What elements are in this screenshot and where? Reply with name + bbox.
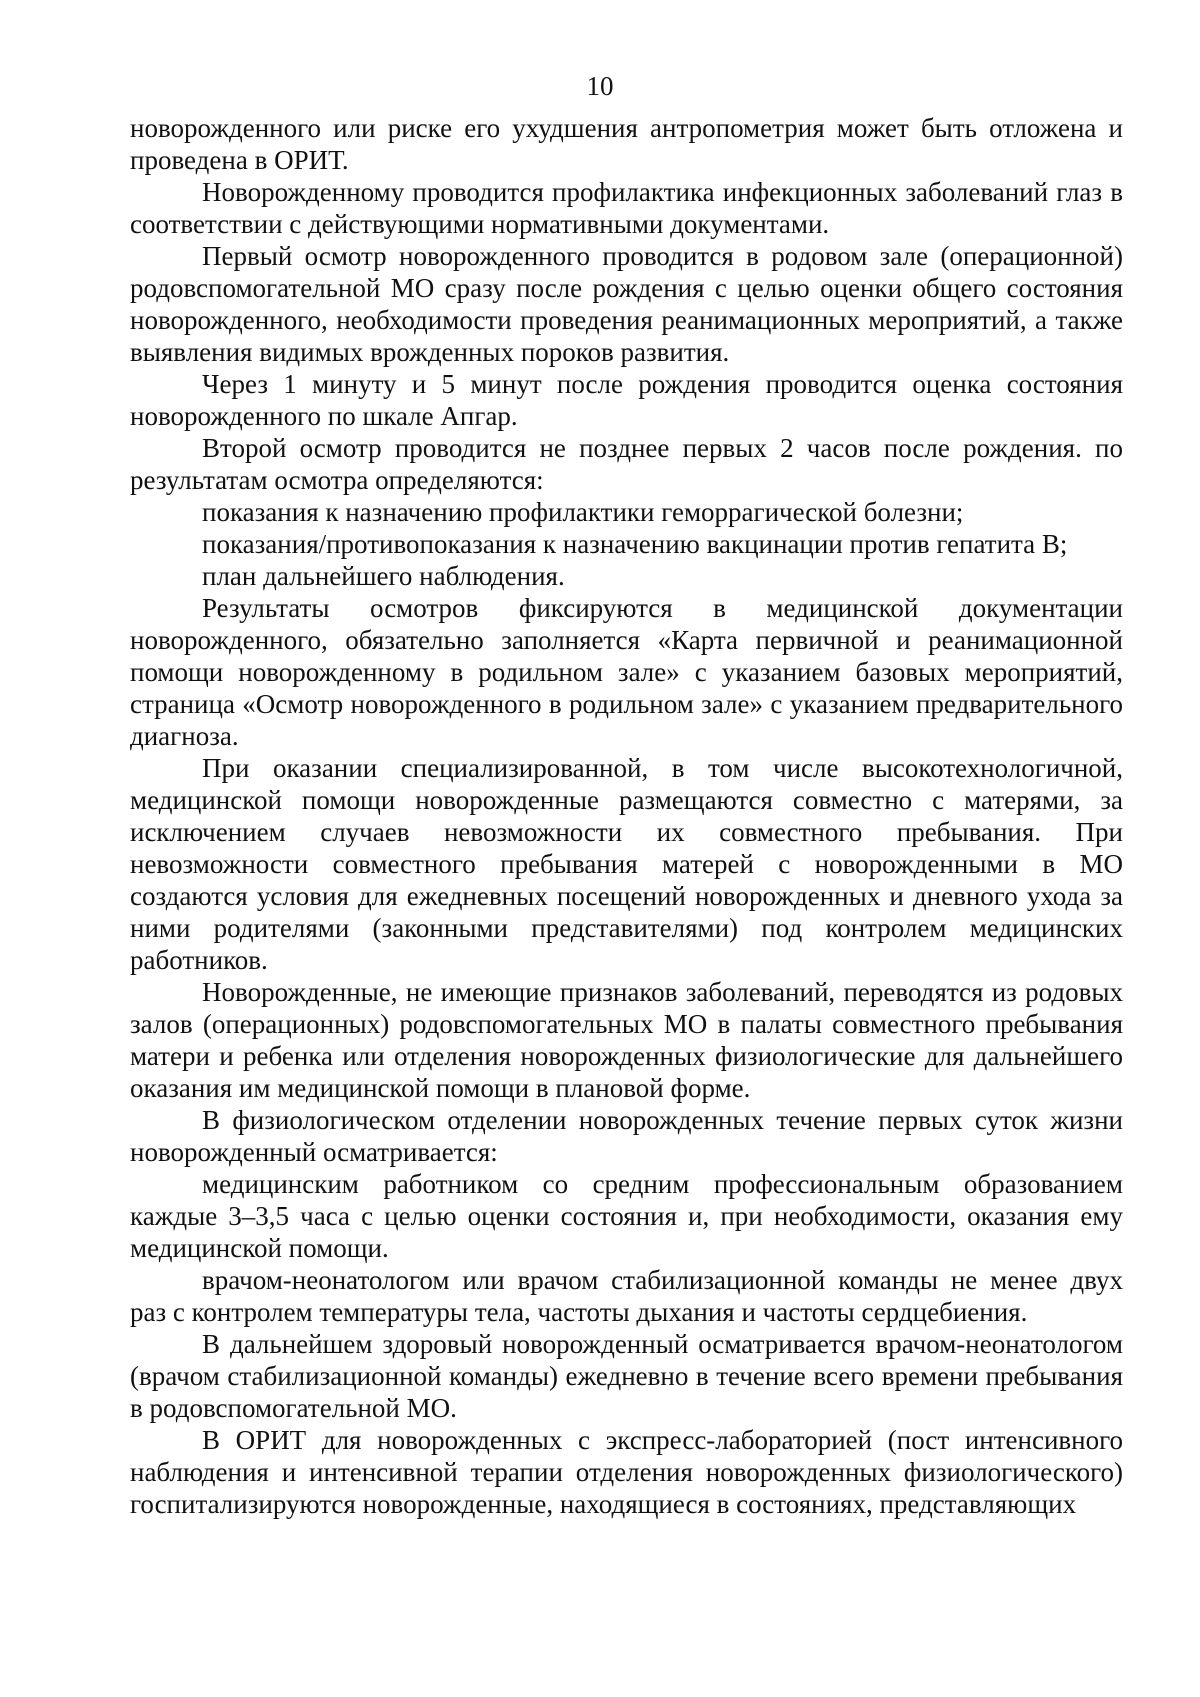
paragraph-first-day-observation: В физиологическом отделении новорожденных течение первых суток жизни новорожденный осматривается: (130, 1105, 1123, 1167)
paragraph-joint-stay: При оказании специализированной, в том числе высокотехнологичной, медицинской помощи новорожденные размещаются совместно с матерями, за исключением случаев невозможности их совместного пребывания. При невозможности совместного пребывания матерей с новорожденными в МО создаются условия для ежедневных посещений новорожденных и дневного ухода за ними родителями (законными представителями) под контролем медицинских работников. (130, 753, 1123, 975)
list-item-hepatitis-vaccination: показания/противопоказания к назначению вакцинации против гепатита В; (202, 529, 1068, 559)
paragraph-icu-admission: В ОРИТ для новорожденных с экспресс-лабораторией (пост интенсивного наблюдения и интенсивной терапии отделения новорожденных физиологического) госпитализируются новорожденные, находящиеся в состояниях, представляющих (130, 1425, 1123, 1519)
list-item-hemorrhagic-prophylaxis: показания к назначению профилактики геморрагической болезни; (202, 497, 964, 527)
paragraph-apgar-score: Через 1 минуту и 5 минут после рождения проводится оценка состояния новорожденного по шкале Апгар. (130, 369, 1123, 431)
document-body (130, 112, 1123, 1520)
paragraph-first-examination: Первый осмотр новорожденного проводится в родовом зале (операционной) родовспомогательной МО сразу после рождения с целью оценки общего состояния новорожденного, необходимости проведения реанимационных мероприятий, а также выявления видимых врожденных пороков развития. (130, 241, 1123, 367)
list-item-nurse-observation: медицинским работником со средним профессиональным образованием каждые 3–3,5 часа с целью оценки состояния и, при необходимости, оказания ему медицинской помощи. (130, 1169, 1123, 1263)
page-number: 10 (586, 71, 614, 101)
paragraph-daily-observation: В дальнейшем здоровый новорожденный осматривается врачом-неонатологом (врачом стабилизационной команды) ежедневно в течение всего времени пребывания в родовспомогательной МО. (130, 1329, 1123, 1423)
paragraph-documentation: Результаты осмотров фиксируются в медицинской документации новорожденного, обязательно заполняется «Карта первичной и реанимационной помощи новорожденному в родильном зале» с указанием базовых мероприятий, страница «Осмотр новорожденного в родильном зале» с указанием предварительного диагноза. (130, 593, 1123, 751)
list-item-observation-plan: план дальнейшего наблюдения. (202, 561, 565, 591)
paragraph-eye-prophylaxis: Новорожденному проводится профилактика инфекционных заболеваний глаз в соответствии с действующими нормативными документами. (130, 177, 1123, 239)
paragraph-healthy-transfer: Новорожденные, не имеющие признаков заболеваний, переводятся из родовых залов (операционных) родовспомогательных МО в палаты совместного пребывания матери и ребенка или отделения новорожденных физиологические для дальнейшего оказания им медицинской помощи в плановой форме. (130, 977, 1123, 1103)
paragraph-continuation: новорожденного или риске его ухудшения антропометрия может быть отложена и проведена в ОРИТ. (130, 113, 1123, 175)
paragraph-second-examination: Второй осмотр проводится не позднее первых 2 часов после рождения. по результатам осмотра определяются: (130, 433, 1123, 495)
list-item-doctor-observation: врачом-неонатологом или врачом стабилизационной команды не менее двух раз с контролем температуры тела, частоты дыхания и частоты сердцебиения. (130, 1265, 1123, 1327)
